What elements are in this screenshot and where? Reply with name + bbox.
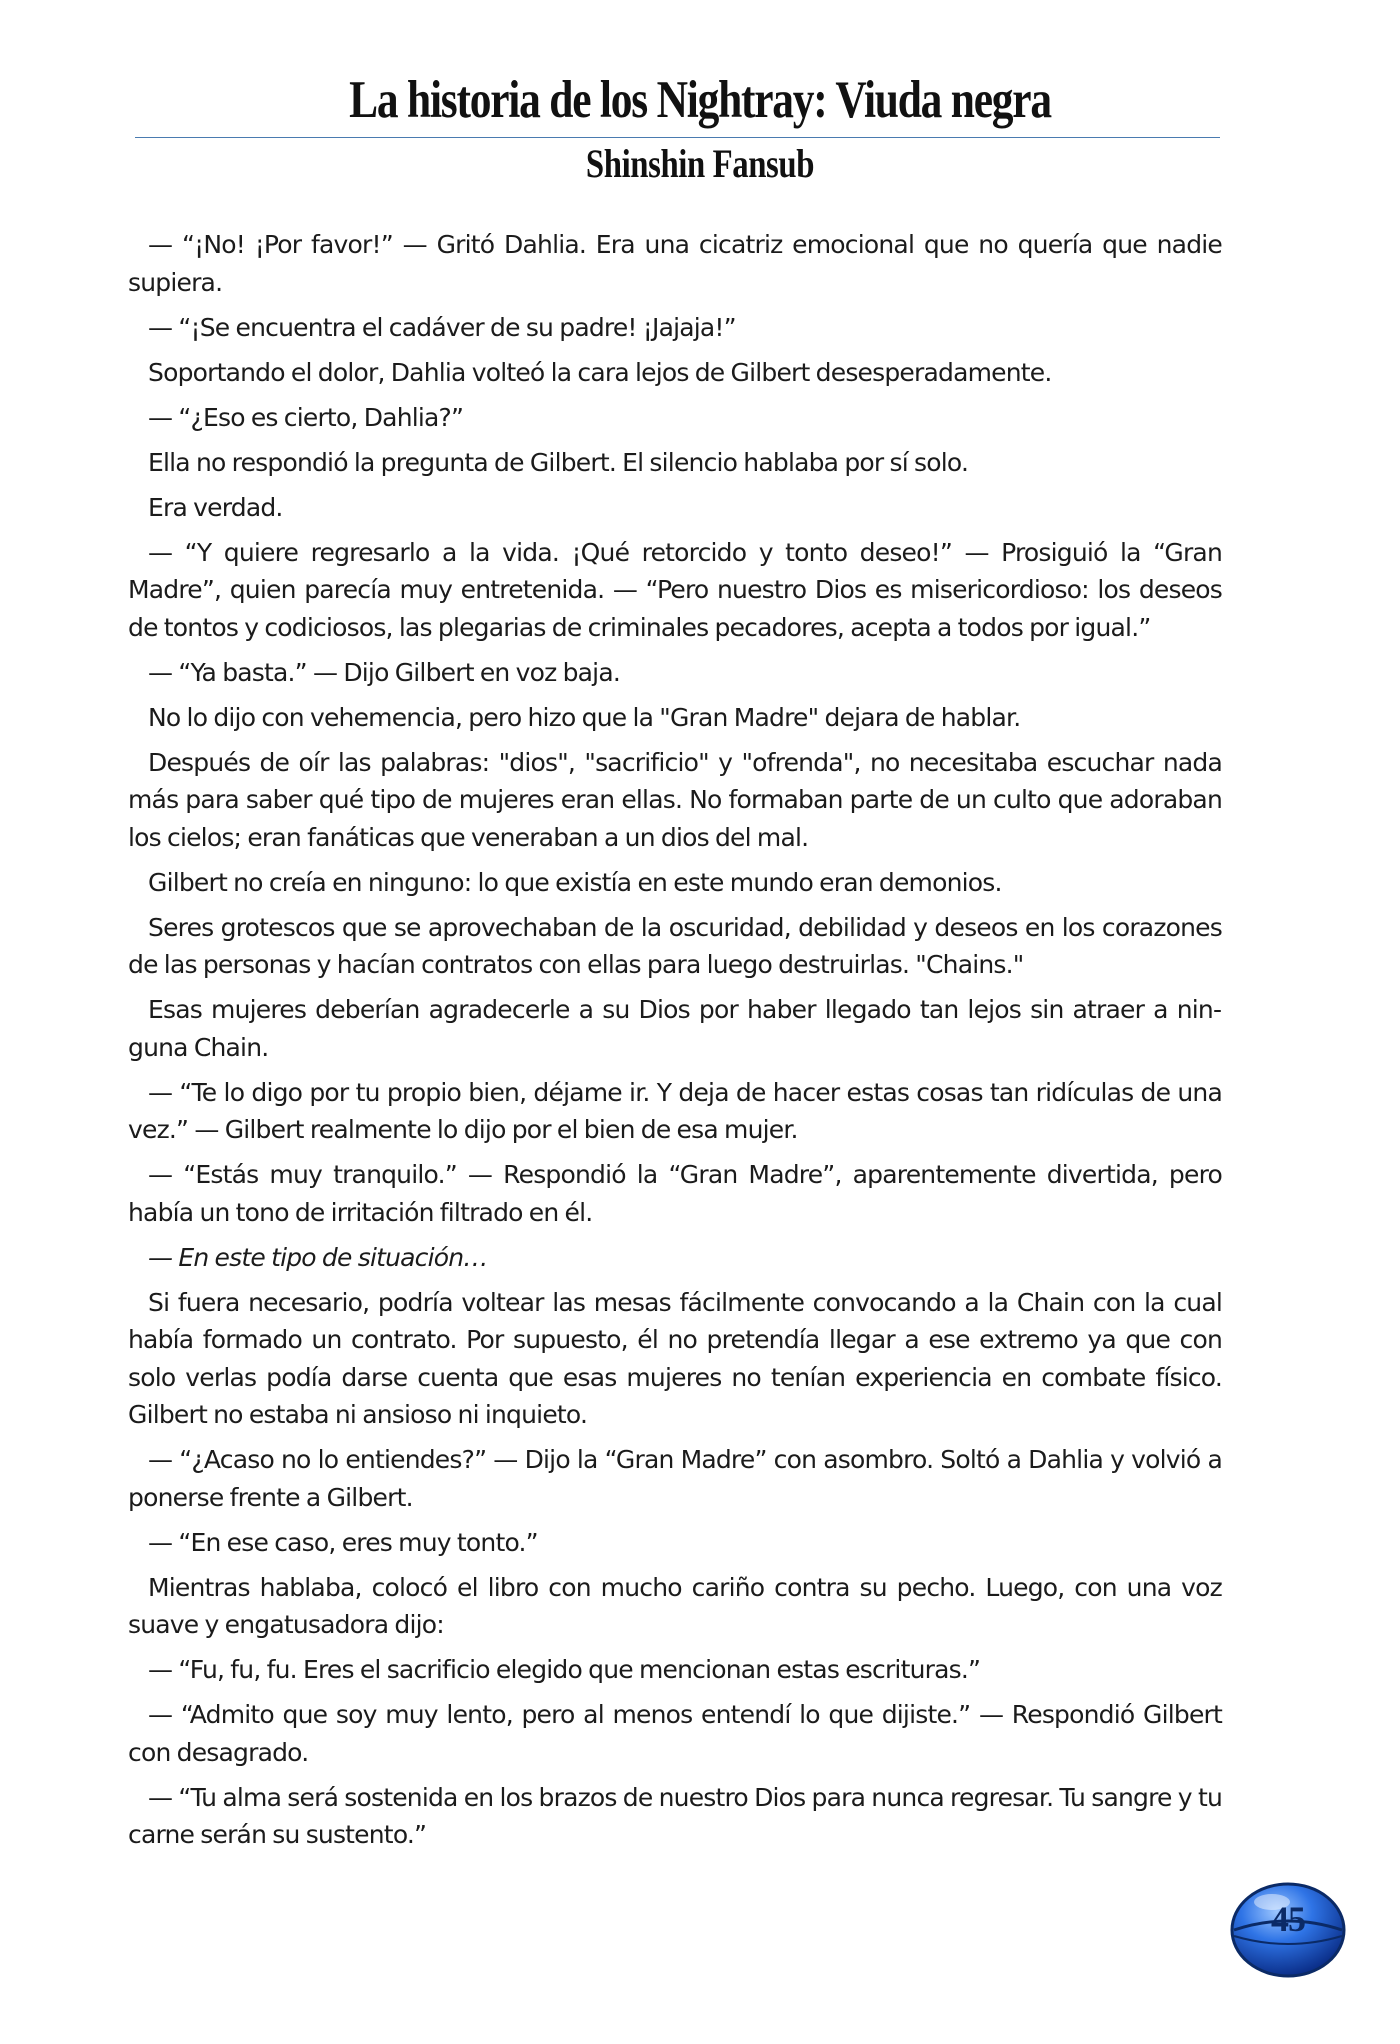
paragraph: — “Tu alma será sostenida en los brazos de nuestro Dios para nunca regresar. Tu sangre y tu carne serán su sustento.” [128,1782,1222,1849]
paragraph: Ella no respondió la pregunta de Gilbert. El silencio hablaba por sí solo. [148,447,969,477]
paragraph: No lo dijo con vehemencia, pero hizo que la "Gran Madre" dejara de hablar. [148,702,1021,732]
paragraph: — “¿Eso es cierto, Dahlia?” [148,402,464,432]
paragraph: — “Admito que soy muy lento, pero al menos entendí lo que dijiste.” — Respondió Gilbert con desagrado. [128,1700,1222,1767]
paragraph: Esas mujeres deberían agradecerle a su Dios por haber llegado tan lejos sin atraer a ninguna Chain. [128,995,1222,1062]
paragraph: — “¡No! ¡Por favor!” — Gritó Dahlia. Era una cicatriz emocional que no quería que nadie supiera. [128,230,1222,297]
paragraph: Si fuera necesario, podría voltear las mesas fácilmente convocando a la Chain con la cual había formado un contrato. Por supuesto, él no pretendía llegar a ese extremo ya que con solo verlas podía darse cuenta que esas mujeres no tenían experiencia en combate físico. Gilbert no estaba ni ansioso ni inquieto. [128,1287,1222,1429]
paragraph: Después de oír las palabras: "dios", "sacrificio" y "ofrenda", no necesitaba escuchar nada más para saber qué tipo de mujeres eran ellas. No formaban parte de un culto que adoraban los cielos; eran fanáticas que veneraban a un dios del mal. [128,747,1222,852]
paragraph-italic [128,1239,1222,1277]
paragraph: — “En ese caso, eres muy tonto.” [148,1527,538,1557]
paragraph: — “Fu, fu, fu. Eres el sacrificio elegido que mencionan estas escrituras.” [148,1655,981,1684]
page-number: 45 [1271,1899,1305,1939]
paragraph: — “Te lo digo por tu propio bien, déjame ir. Y deja de hacer estas cosas tan ridículas de una vez.” — Gilbert realmente lo dijo por el bien de esa mujer. [128,1077,1222,1144]
page-number-badge [1228,1878,1348,1978]
paragraph: — “Estás muy tranquilo.” — Respondió la “Gran Madre”, aparentemente divertida, pero había un tono de irritación filtrado en él. [128,1160,1222,1227]
paragraph: — “Y quiere regresarlo a la vida. ¡Qué retorcido y tonto deseo!” — Prosiguió la “Gran Madre”, quien parecía muy entretenida. — “Pero nuestro Dios es misericordioso: los deseos de tontos y codiciosos, las plegarias de criminales pecadores, acepta a todos por igual.” [128,537,1222,642]
body-text [128,226,1222,1861]
paragraph: — “¡Se encuentra el cadáver de su padre! ¡Jajaja!” [148,312,736,342]
paragraph: Mientras hablaba, colocó el libro con mucho cariño contra su pecho. Luego, con una voz suave y engatusadora dijo: [128,1572,1222,1639]
italic-text: — En este tipo de situación… [148,1242,488,1272]
paragraph: — “¿Acaso no lo entiendes?” — Dijo la “Gran Madre” con asombro. Soltó a Dahlia y volvió a ponerse frente a Gilbert. [128,1445,1222,1512]
paragraph: Soportando el dolor, Dahlia volteó la cara lejos de Gilbert desesperadamente. [148,357,1052,387]
paragraph: — “Ya basta.” — Dijo Gilbert en voz baja. [148,657,620,687]
paragraph: Seres grotescos que se aprovechaban de la oscuridad, debilidad y deseos en los corazones de las personas y hacían contratos con ellas para luego destruirlas. "Chains." [128,912,1222,979]
page-subtitle: Shinshin Fansub [585,141,815,186]
paragraph: Gilbert no creía en ninguno: lo que existía en este mundo eran demonios. [148,867,1002,897]
paragraph: Era verdad. [148,492,283,522]
page-title: La historia de los Nightray: Viuda negra [349,71,1051,129]
